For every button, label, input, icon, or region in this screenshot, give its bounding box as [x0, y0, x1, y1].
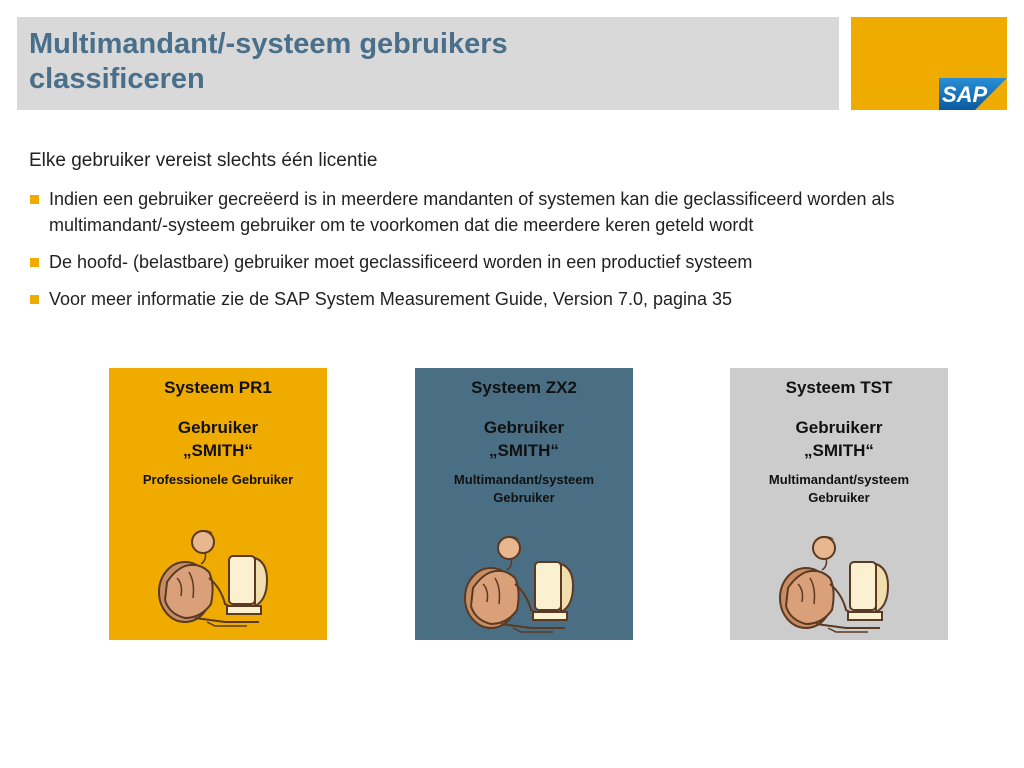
square-bullet-icon	[30, 295, 39, 304]
bullet-text: Voor meer informatie zie de SAP System Measurement Guide, Version 7.0, pagina 35	[49, 289, 733, 309]
user-type-line-1: Multimandant/systeem	[768, 472, 910, 487]
user-type	[415, 471, 633, 507]
user-label: Gebruikerr	[795, 418, 883, 437]
page-title	[29, 27, 789, 97]
sap-logo-text: SAP	[942, 82, 988, 107]
user-id: „SMITH“	[183, 441, 253, 460]
square-bullet-icon	[30, 258, 39, 267]
page-title-line-1: Multimandant/-systeem gebruikers	[29, 28, 508, 60]
user-label: Gebruiker	[177, 418, 259, 437]
user-type-line-1: Professionele Gebruiker	[142, 472, 294, 487]
person-at-computer-icon	[461, 528, 585, 638]
system-card-tst	[730, 368, 948, 640]
user-type-line-2: Gebruiker	[808, 490, 870, 505]
bullet-text: Indien een gebruiker gecreëerd is in meerdere mandanten of systemen kan die geclassificeerd worden als multimandant/-systeem gebruiker om te voorkomen dat die meerdere keren geteld wordt	[49, 189, 895, 235]
system-name: Systeem TST	[785, 378, 893, 397]
user-id: „SMITH“	[804, 441, 874, 460]
system-card-zx2	[415, 368, 633, 640]
bullet-item	[29, 249, 989, 275]
system-name: Systeem PR1	[164, 378, 272, 397]
user-label: Gebruiker	[483, 418, 565, 437]
user-type-line-2: Gebruiker	[493, 490, 555, 505]
square-bullet-icon	[30, 195, 39, 204]
bullet-list	[29, 186, 989, 323]
user-name	[415, 416, 633, 462]
page-title-line-2: classificeren	[29, 63, 205, 95]
user-type	[109, 471, 327, 489]
bullet-text: De hoofd- (belastbare) gebruiker moet geclassificeerd worden in een productief systeem	[49, 252, 753, 272]
title-bar	[17, 17, 839, 110]
user-type	[730, 471, 948, 507]
system-card-pr1	[109, 368, 327, 640]
system-name: Systeem ZX2	[471, 378, 577, 397]
person-at-computer-icon	[776, 528, 900, 638]
sap-logo-icon	[939, 78, 1007, 110]
intro-text: Elke gebruiker vereist slechts één licentie	[29, 150, 378, 171]
bullet-item	[29, 186, 989, 238]
user-name	[109, 416, 327, 462]
user-name	[730, 416, 948, 462]
person-at-computer-icon	[155, 522, 279, 632]
user-type-line-1: Multimandant/systeem	[453, 472, 595, 487]
user-id: „SMITH“	[489, 441, 559, 460]
bullet-item	[29, 286, 989, 312]
